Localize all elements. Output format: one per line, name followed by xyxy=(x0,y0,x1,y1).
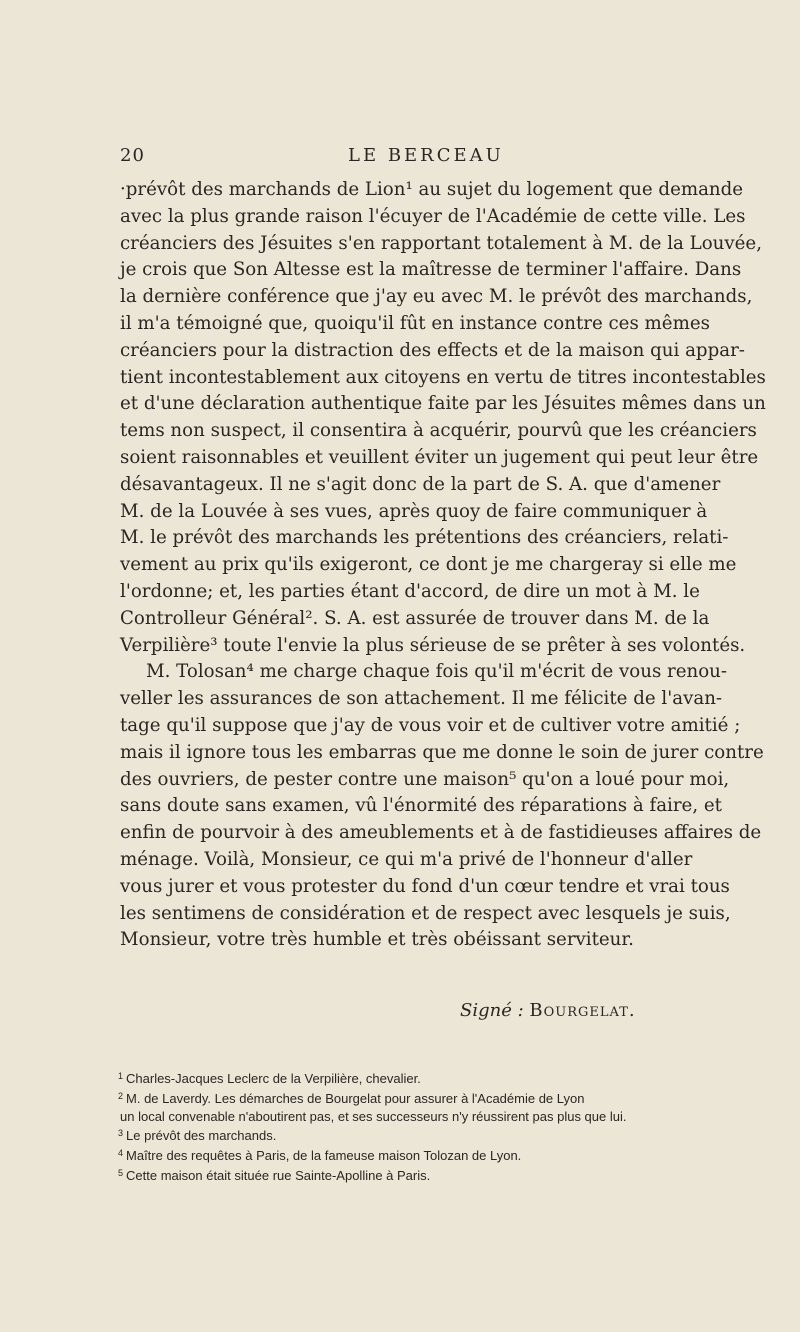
footnote-text: Maître des requêtes à Paris, de la fameuse maison Tolozan de Lyon. xyxy=(126,1148,522,1164)
text-line: je crois que Son Altesse est la maîtresse de terminer l'affaire. Dans xyxy=(120,259,742,281)
footnote-number: 3 xyxy=(118,1128,124,1139)
text-line: veller les assurances de son attachement. Il me félicite de l'avan- xyxy=(120,688,723,710)
text-line: sans doute sans examen, vû l'énormité des réparations à faire, et xyxy=(120,795,722,817)
text-line: ·prévôt des marchands de Lion¹ au sujet du logement que demande xyxy=(120,179,744,200)
text-line: la dernière conférence que j'ay eu avec M. le prévôt des marchands, xyxy=(120,286,753,308)
text-line: soient raisonnables et veuillent éviter un jugement qui peut leur être xyxy=(120,446,759,468)
text-line: vement au prix qu'ils exigeront, ce dont je me chargeray si elle me xyxy=(120,554,737,576)
footnote-continuation xyxy=(118,1108,690,1126)
text-line: Controlleur Général². S. A. est assurée de trouver dans M. de la xyxy=(120,607,710,629)
text-line: tems non suspect, il consentira à acquérir, pourvû que les créanciers xyxy=(120,420,757,442)
text-line: vous jurer et vous protester du fond d'un cœur tendre et vrai tous xyxy=(120,875,730,897)
footnotes xyxy=(118,1068,690,1185)
paragraph-1 xyxy=(120,177,766,659)
text-line: ménage. Voilà, Monsieur, ce qui m'a privé de l'honneur d'aller xyxy=(120,848,693,870)
text-line: désavantageux. Il ne s'agit donc de la part de S. A. que d'amener xyxy=(120,473,721,495)
footnote xyxy=(118,1125,690,1145)
text-line: il m'a témoigné que, quoiqu'il fût en instance contre ces mêmes xyxy=(120,312,710,334)
footnote xyxy=(118,1145,690,1165)
text-line: M. Tolosan⁴ me charge chaque fois qu'il m'écrit de vous renou- xyxy=(146,661,728,683)
paragraph-2 xyxy=(120,659,764,954)
footnote-number: 5 xyxy=(118,1167,124,1178)
running-title: LE BERCEAU xyxy=(348,145,504,166)
footnote-text: M. de Laverdy. Les démarches de Bourgelat pour assurer à l'Académie de Lyon xyxy=(126,1090,585,1106)
footnote-text: Le prévôt des marchands. xyxy=(126,1128,277,1144)
text-line: créanciers des Jésuites s'en rapportant totalement à M. de la Louvée, xyxy=(120,232,762,254)
text-line: Monsieur, votre très humble et très obéissant serviteur. xyxy=(120,929,634,951)
text-line: créanciers pour la distraction des effects et de la maison qui appar- xyxy=(120,339,745,361)
body-text xyxy=(120,177,766,954)
text-line: M. le prévôt des marchands les prétentions des créanciers, relati- xyxy=(120,527,729,549)
text-line: les sentimens de considération et de respect avec lesquels je suis, xyxy=(120,902,731,924)
page-number: 20 xyxy=(120,145,145,166)
footnote-text: un local convenable n'aboutirent pas, et ses successeurs n'y réussirent pas plus que lui. xyxy=(120,1108,627,1124)
footnote xyxy=(118,1088,690,1108)
signature xyxy=(460,1000,636,1021)
text-line: tient incontestablement aux citoyens en vertu de titres incontestables xyxy=(120,366,766,388)
signature-label: Signé : xyxy=(460,1000,524,1021)
footnote-text: Charles-Jacques Leclerc de la Verpilière, chevalier. xyxy=(126,1071,421,1086)
footnote-number: 4 xyxy=(118,1148,124,1159)
text-line: M. de la Louvée à ses vues, après quoy de faire communiquer à xyxy=(120,500,708,522)
text-line: mais il ignore tous les embarras que me donne le soin de jurer contre xyxy=(120,741,764,763)
text-line: tage qu'il suppose que j'ay de vous voir et de cultiver votre amitié ; xyxy=(120,714,741,736)
text-line: enfin de pourvoir à des ameublements et à de fastidieuses affaires de xyxy=(120,822,762,844)
text-line: Verpilière³ toute l'envie la plus sérieuse de se prêter à ses volontés. xyxy=(120,634,746,656)
text-line: avec la plus grande raison l'écuyer de l'Académie de cette ville. Les xyxy=(120,205,746,227)
footnote xyxy=(118,1068,690,1088)
footnote xyxy=(118,1165,690,1185)
text-line: et d'une déclaration authentique faite par les Jésuites mêmes dans un xyxy=(120,393,766,415)
footnote-number: 1 xyxy=(118,1071,124,1081)
signature-name: Bourgelat. xyxy=(529,1000,636,1021)
footnote-text: Cette maison était située rue Sainte-Apolline à Paris. xyxy=(126,1167,431,1183)
page-header xyxy=(120,145,688,169)
text-line: des ouvriers, de pester contre une maison⁵ qu'on a loué pour moi, xyxy=(120,768,730,790)
footnote-number: 2 xyxy=(118,1090,124,1101)
text-line: l'ordonne; et, les parties étant d'accord, de dire un mot à M. le xyxy=(120,580,700,602)
